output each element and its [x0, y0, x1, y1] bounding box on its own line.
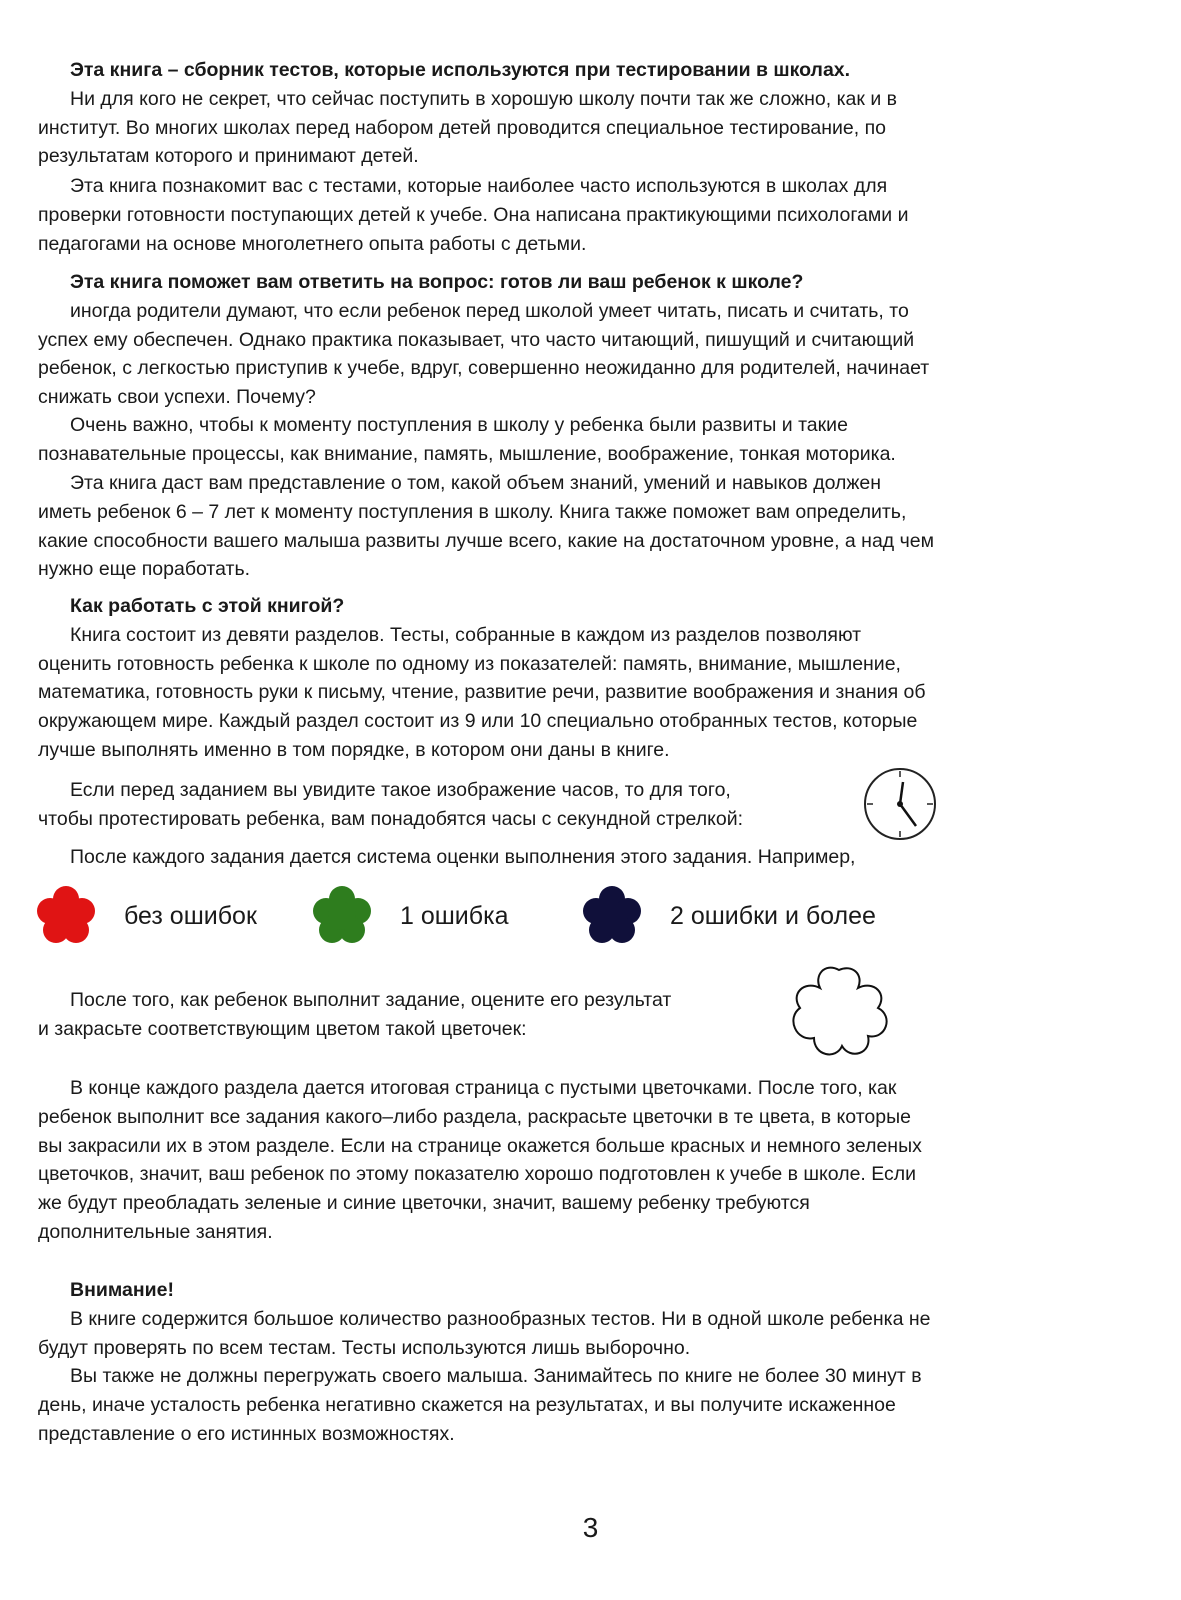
empty-flower-icon — [784, 962, 894, 1062]
section-heading: Эта книга – сборник тестов, которые используются при тестировании в школах. — [70, 59, 851, 81]
paragraph — [38, 469, 1098, 584]
text-line: Ни для кого не секрет, что сейчас поступить в хорошую школу почти так же сложно, как и в — [70, 87, 897, 110]
text-line: педагогами на основе многолетнего опыта работы с детьми. — [38, 232, 587, 255]
red-flower-icon — [34, 884, 98, 948]
text-line: Если перед заданием вы увидите такое изображение часов, то для того, — [70, 779, 731, 801]
clock-icon — [862, 766, 938, 842]
text-line: Эта книга познакомит вас с тестами, которые наиболее часто используются в школах для — [70, 175, 888, 197]
section-heading: Эта книга поможет вам ответить на вопрос: готов ли ваш ребенок к школе? — [70, 271, 804, 293]
text-line: Книга состоит из девяти разделов. Тесты, собранные в каждом из разделов позволяют — [70, 623, 862, 646]
text-line: какие способности вашего малыша развиты лучше всего, какие на достаточном уровне, а над чем — [38, 529, 934, 552]
section — [38, 1276, 1098, 1362]
text-line: окружающем мире. Каждый раздел состоит из 9 или 10 специально отобранных тестов, которые — [38, 710, 918, 733]
paragraph — [38, 1074, 1098, 1247]
text-line: и закрасьте соответствующим цветом такой цветочек: — [38, 1017, 527, 1040]
text-line: день, иначе усталость ребенка негативно скажется на результатах, и вы получите искаженное — [38, 1393, 896, 1416]
text-line: В конце каждого раздела дается итоговая страница с пустыми цветочками. После того, как — [70, 1077, 897, 1099]
text-line: дополнительные занятия. — [38, 1220, 273, 1243]
text-line: цветочков, значит, ваш ребенок по этому показателю хорошо подготовлен к учебе в школе. Если — [38, 1163, 917, 1186]
text-line: успех ему обеспечен. Однако практика показывает, что часто читающий, пишущий и считающий — [38, 328, 915, 351]
text-line: результатам которого и принимают детей. — [38, 145, 419, 168]
text-line: проверки готовности поступающих детей к учебе. Она написана практикующими психологами и — [38, 203, 909, 226]
legend-label: без ошибок — [124, 901, 257, 930]
text-line: ребенок выполнит все задания какого–либо раздела, раскрасьте цветочки в те цвета, в которые — [38, 1105, 911, 1128]
legend-label: 1 ошибка — [400, 901, 509, 930]
text-line: лучше выполнять именно в том порядке, в котором они даны в книге. — [38, 738, 670, 761]
section — [38, 56, 1098, 171]
text-line: математика, готовность руки к письму, чтение, развитие речи, развитие воображения и знания об — [38, 681, 926, 704]
text-line: институт. Во многих школах перед набором детей проводится специальное тестирование, по — [38, 116, 886, 139]
blue-flower-icon — [580, 884, 644, 948]
text-line: снижать свои успехи. Почему? — [38, 386, 316, 409]
text-line: ребенок, с легкостью приступив к учебе, вдруг, совершенно неожиданно для родителей, начинает — [38, 357, 930, 380]
text-line: В книге содержится большое количество разнообразных тестов. Ни в одной школе ребенка не — [70, 1307, 931, 1330]
text-line: Вы также не должны перегружать своего малыша. Занимайтесь по книге не более 30 минут в — [70, 1365, 922, 1387]
legend-item-two-errors — [580, 884, 876, 948]
paragraph — [38, 1362, 1098, 1448]
text-line: иметь ребенок 6 – 7 лет к моменту поступления в школу. Книга также поможет вам определить, — [38, 500, 907, 523]
text-line: чтобы протестировать ребенка, вам понадобятся часы с секундной стрелкой: — [38, 807, 744, 830]
text-line: иногда родители думают, что если ребенок перед школой умеет читать, писать и считать, то — [70, 299, 909, 322]
text-line: познавательные процессы, как внимание, память, мышление, воображение, тонкая моторика. — [38, 442, 896, 465]
page-number: 3 — [582, 1512, 599, 1543]
legend-item-no-errors — [34, 884, 257, 948]
green-flower-icon — [310, 884, 374, 948]
text-line: нужно еще поработать. — [38, 558, 251, 581]
legend-item-one-error — [310, 884, 508, 948]
text-line: будут проверять по всем тестам. Тесты используются лишь выборочно. — [38, 1336, 691, 1359]
paragraph — [38, 172, 1098, 258]
text-line: Очень важно, чтобы к моменту поступления в школу у ребенка были развиты и такие — [70, 414, 848, 436]
section-heading: Как работать с этой книгой? — [70, 595, 345, 617]
legend-label: 2 ошибки и более — [670, 901, 876, 930]
text-line: После каждого задания дается система оценки выполнения этого задания. Например, — [70, 846, 856, 868]
section — [38, 592, 1098, 765]
paragraph — [38, 843, 1098, 872]
text-line: вы закрасили их в этом разделе. Если на странице окажется больше красных и немного зеленых — [38, 1134, 922, 1157]
paragraph — [38, 411, 1098, 469]
text-line: Эта книга даст вам представление о том, какой объем знаний, умений и навыков должен — [70, 472, 882, 494]
text-line: После того, как ребенок выполнит задание, оцените его результат — [70, 989, 672, 1011]
section-heading: Внимание! — [70, 1279, 174, 1301]
paragraph — [38, 986, 1098, 1044]
text-line: же будут преобладать зеленые и синие цветочки, значит, вашему ребенку требуются — [38, 1192, 810, 1215]
text-line: оценить готовность ребенка к школе по одному из показателей: память, внимание, мышление, — [38, 652, 901, 675]
text-line: представление о его истинных возможностях. — [38, 1422, 455, 1445]
section — [38, 268, 1098, 412]
paragraph — [38, 776, 1098, 834]
rating-legend — [34, 884, 934, 948]
